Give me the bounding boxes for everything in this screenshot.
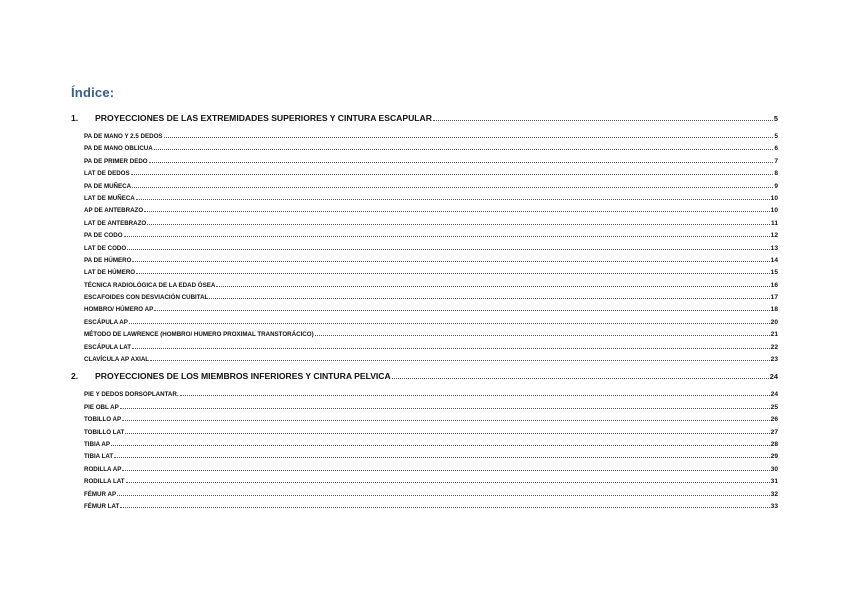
toc-entry-label: ESCÁPULA AP: [84, 318, 128, 326]
toc-entry[interactable]: [71, 306, 778, 318]
toc-dot-leader: [132, 187, 773, 188]
toc-dot-leader: [125, 433, 769, 434]
toc-dot-leader: [136, 273, 770, 274]
toc-entry-label: TIBIA AP: [84, 440, 111, 448]
toc-section-number: 1.: [71, 113, 79, 123]
toc-dot-leader: [164, 137, 774, 138]
toc-entry[interactable]: [71, 195, 778, 207]
toc-dot-leader: [117, 495, 770, 496]
toc-dot-leader: [132, 261, 769, 262]
toc-entry-label: ESCÁPULA LAT: [84, 343, 132, 351]
toc-entry-label: TÉCNICA RADIOLÓGICA DE LA EDAD ÓSEA: [84, 281, 216, 289]
toc-entry-label: LAT DE DEDOS: [84, 170, 130, 178]
toc-page-number: 22: [770, 343, 778, 351]
toc-page-number: 14: [770, 256, 778, 264]
toc-page-number: 13: [770, 244, 778, 252]
toc-entry-label: AP DE ANTEBRAZO: [84, 207, 144, 215]
toc-entry-label: FÉMUR AP: [84, 490, 117, 498]
toc-entry[interactable]: [71, 453, 778, 465]
toc-page-number: 31: [770, 478, 778, 486]
toc-section-number: 2.: [71, 371, 79, 382]
toc-dot-leader: [122, 470, 769, 471]
toc-dot-leader: [132, 348, 770, 349]
toc-entry-label: RODILLA LAT: [84, 478, 125, 486]
toc-page-number: 28: [770, 440, 778, 448]
toc-dot-leader: [154, 310, 769, 311]
toc-page-number: 10: [770, 194, 778, 202]
toc-entry[interactable]: [71, 356, 778, 368]
toc-section-title: PROYECCIONES DE LAS EXTREMIDADES SUPERIORES Y CINTURA ESCAPULAR: [95, 113, 432, 123]
toc-entry[interactable]: [71, 232, 778, 244]
toc-entry[interactable]: [71, 404, 778, 416]
toc-entry[interactable]: [71, 220, 778, 232]
toc-entry-label: MÉTODO DE LAWRENCE (HOMBRO/ HUMERO PROXIMAL TRANSTORÁCICO): [84, 331, 314, 339]
toc-dot-leader: [433, 120, 773, 121]
toc-entry-label: PA DE HÚMERO: [84, 256, 132, 264]
toc-page-number: 5: [774, 133, 778, 140]
toc-page-number: 10: [770, 207, 778, 215]
toc-page-number: 24: [769, 372, 778, 382]
toc-dot-leader: [129, 323, 770, 324]
toc-entry-label: PA DE PRIMER DEDO: [84, 157, 148, 165]
toc-entry[interactable]: [71, 416, 778, 428]
toc-page-number: 18: [770, 306, 778, 314]
toc-entry-label: HOMBRO/ HÚMERO AP: [84, 306, 154, 314]
toc-entry-label: RODILLA AP: [84, 465, 122, 473]
toc-entry-label: PA DE MANO Y 2.5 DEDOS: [84, 133, 163, 140]
toc-dot-leader: [122, 420, 770, 421]
toc-dot-leader: [120, 507, 769, 508]
toc-entry[interactable]: [71, 478, 778, 490]
toc-page-number: 20: [770, 318, 778, 326]
toc-entry-label: LAT DE CODO: [84, 244, 127, 252]
toc-entry[interactable]: [71, 158, 778, 170]
toc-entry-label: TOBILLO AP: [84, 416, 122, 424]
toc-page-number: 15: [770, 269, 778, 277]
toc-entry[interactable]: [71, 133, 778, 145]
toc-page-number: 23: [770, 356, 778, 364]
toc-dot-leader: [131, 174, 774, 175]
toc-entry-label: TOBILLO LAT: [84, 428, 125, 436]
toc-page-number: 25: [770, 403, 778, 411]
toc-entry-label: PIE OBL AP: [84, 403, 119, 411]
toc-entry[interactable]: [71, 245, 778, 257]
toc-entry[interactable]: [71, 391, 778, 403]
toc-section-title: PROYECCIONES DE LOS MIEMBROS INFERIORES Y CINTURA PELVICA: [95, 371, 391, 382]
toc-entry-label: CLAVÍCULA AP AXIAL: [84, 356, 150, 364]
toc-page-number: 30: [770, 465, 778, 473]
toc-dot-leader: [111, 445, 770, 446]
toc-dot-leader: [149, 162, 774, 163]
toc-entry[interactable]: [71, 282, 778, 294]
toc-page-number: 32: [770, 490, 778, 498]
toc-title: Índice:: [71, 85, 115, 100]
toc-entry[interactable]: [71, 145, 778, 157]
toc-entry-label: PA DE CODO: [84, 232, 123, 240]
toc-entry[interactable]: [71, 170, 778, 182]
toc-section-entry[interactable]: [71, 371, 778, 385]
toc-dot-leader: [144, 211, 770, 212]
toc-page-number: 7: [774, 157, 778, 165]
toc-entry[interactable]: [71, 319, 778, 331]
toc-dot-leader: [136, 199, 770, 200]
toc-page-number: 6: [774, 145, 778, 153]
toc-entry-label: PIE Y DEDOS DORSOPLANTAR.: [84, 391, 179, 399]
toc-entry[interactable]: [71, 294, 778, 306]
toc-dot-leader: [120, 408, 770, 409]
toc-page-number: 27: [770, 428, 778, 436]
toc-entry[interactable]: [71, 491, 778, 503]
toc-section-entry[interactable]: [71, 113, 778, 127]
toc-entry-label: FÉMUR LAT: [84, 502, 120, 510]
toc-page-number: 21: [770, 331, 778, 339]
toc-entry[interactable]: [71, 207, 778, 219]
toc-entry-label: LAT DE ANTEBRAZO: [84, 219, 147, 227]
toc-entry[interactable]: [71, 429, 778, 441]
toc-entry-label: ESCAFOIDES CON DESVIACIÓN CUBITAL: [84, 294, 209, 302]
toc-entry[interactable]: [71, 344, 778, 356]
toc-dot-leader: [315, 335, 770, 336]
toc-entry[interactable]: [71, 183, 778, 195]
toc-dot-leader: [124, 236, 770, 237]
toc-page-number: 26: [770, 416, 778, 424]
toc-entry-label: PA DE MUÑECA: [84, 182, 132, 190]
toc-page-number: 29: [770, 453, 778, 461]
toc-entry-label: LAT DE MUÑECA: [84, 194, 135, 202]
toc-page-number: 12: [770, 232, 778, 240]
toc-dot-leader: [209, 298, 769, 299]
toc-entry[interactable]: [71, 269, 778, 281]
toc-page-number: 9: [774, 182, 778, 190]
toc-dot-leader: [180, 395, 770, 396]
toc-page-number: 5: [773, 114, 778, 123]
toc-dot-leader: [216, 286, 769, 287]
toc-entry[interactable]: [71, 257, 778, 269]
toc-dot-leader: [114, 457, 769, 458]
toc-entry-label: PA DE MANO OBLICUA: [84, 145, 153, 153]
toc-page-number: 8: [774, 170, 778, 178]
toc-page-number: 17: [770, 294, 778, 302]
toc-entry[interactable]: [71, 503, 778, 515]
table-of-contents: [71, 110, 778, 515]
toc-page-number: 24: [770, 391, 778, 399]
toc-page-number: 11: [771, 219, 778, 227]
toc-dot-leader: [147, 224, 770, 225]
toc-entry-label: TIBIA LAT: [84, 453, 114, 461]
toc-dot-leader: [154, 149, 774, 150]
toc-page-number: 16: [770, 281, 778, 289]
toc-entry[interactable]: [71, 466, 778, 478]
toc-dot-leader: [150, 360, 770, 361]
toc-dot-leader: [127, 249, 769, 250]
toc-entry-label: LAT DE HÚMERO: [84, 269, 136, 277]
toc-page-number: 33: [770, 502, 778, 510]
toc-dot-leader: [126, 482, 770, 483]
toc-entry[interactable]: [71, 331, 778, 343]
toc-dot-leader: [392, 378, 769, 379]
toc-entry[interactable]: [71, 441, 778, 453]
